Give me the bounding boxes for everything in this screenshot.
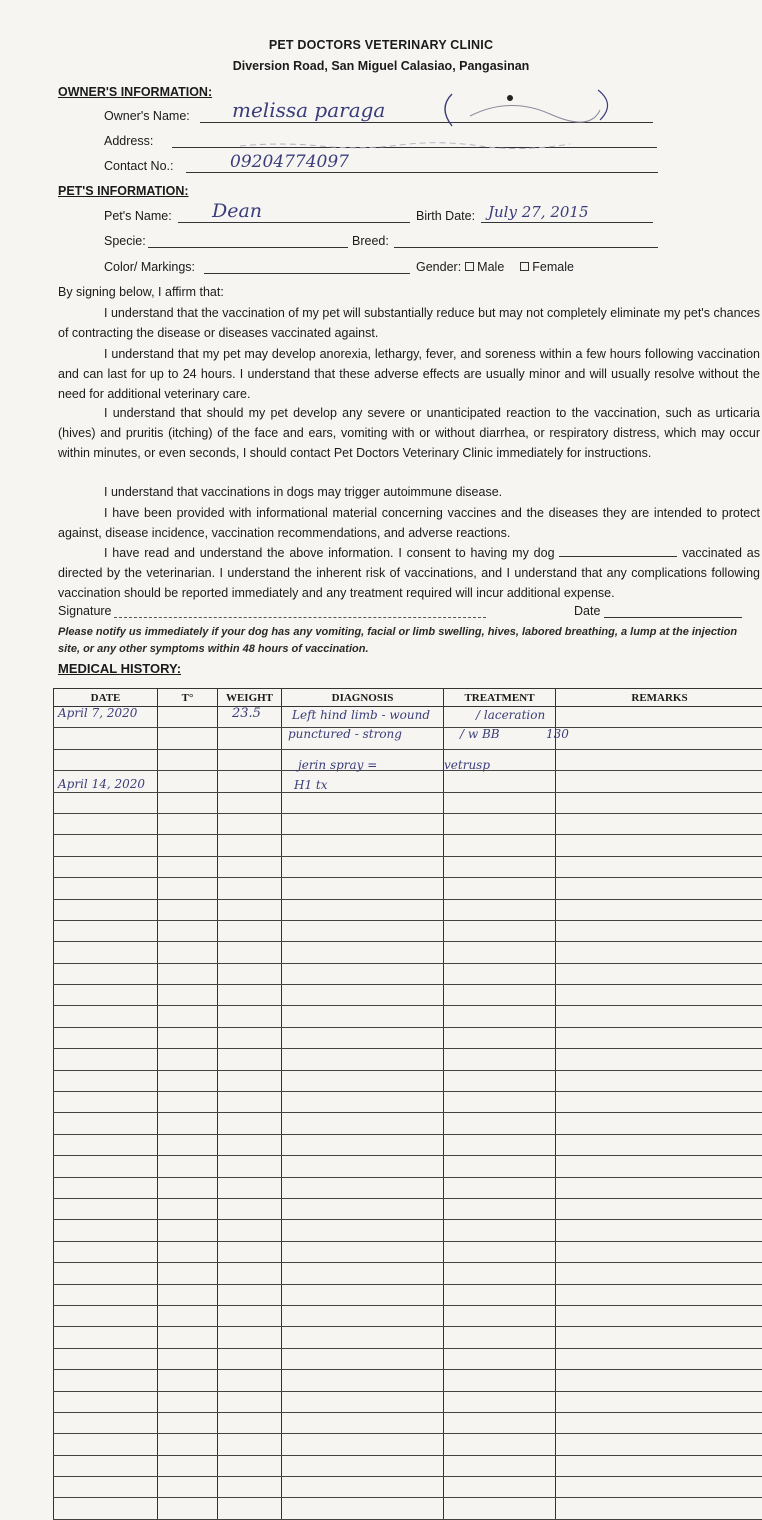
medical-section-title: MEDICAL HISTORY: bbox=[58, 661, 181, 676]
consent-paragraph-2: I understand that my pet may develop anorexia, lethargy, fever, and soreness within a few hours following vaccination and can last for up to 24 hours. I understand that these adverse effects are usually minor and will usually resolve without the need for additional veterinary care. bbox=[58, 344, 760, 404]
consent-intro: By signing below, I affirm that: bbox=[58, 285, 224, 299]
male-checkbox[interactable] bbox=[465, 262, 474, 271]
table-row[interactable] bbox=[54, 728, 762, 749]
male-label: Male bbox=[477, 260, 504, 274]
clinic-name: PET DOCTORS VETERINARY CLINIC bbox=[0, 38, 762, 52]
gender-field bbox=[416, 260, 574, 274]
table-row[interactable] bbox=[54, 878, 762, 899]
table-header-row bbox=[54, 689, 762, 707]
pet-section-title: PET'S INFORMATION: bbox=[58, 184, 189, 198]
table-row[interactable] bbox=[54, 1370, 762, 1391]
owner-name-label: Owner's Name: bbox=[104, 109, 190, 123]
contact-value: 09204774097 bbox=[230, 152, 349, 172]
table-row[interactable] bbox=[54, 920, 762, 941]
pet-name-line[interactable] bbox=[178, 222, 410, 223]
date-line[interactable] bbox=[604, 617, 742, 618]
table-row[interactable] bbox=[54, 1263, 762, 1284]
table-row[interactable] bbox=[54, 1049, 762, 1070]
table-row[interactable] bbox=[54, 1134, 762, 1155]
contact-line[interactable] bbox=[186, 172, 658, 173]
color-markings-line[interactable] bbox=[204, 273, 410, 274]
table-row[interactable] bbox=[54, 1434, 762, 1455]
table-row[interactable] bbox=[54, 835, 762, 856]
female-label: Female bbox=[532, 260, 574, 274]
table-row[interactable] bbox=[54, 1391, 762, 1412]
post-vaccination-notice: Please notify us immediately if your dog has any vomiting, facial or limb swelling, hives, labored breathing, a lump at the injection site, or any other symptoms within 48 hours of vaccination. bbox=[58, 624, 760, 658]
col-temperature: T° bbox=[158, 689, 218, 707]
table-row[interactable] bbox=[54, 1412, 762, 1433]
consent-paragraph-4: I understand that vaccinations in dogs may trigger autoimmune disease. bbox=[58, 482, 760, 502]
address-label: Address: bbox=[104, 134, 153, 148]
entry1-weight: 23.5 bbox=[232, 706, 261, 721]
table-row[interactable] bbox=[54, 1027, 762, 1048]
table-row[interactable] bbox=[54, 1220, 762, 1241]
col-weight: WEIGHT bbox=[218, 689, 282, 707]
clinic-address: Diversion Road, San Miguel Calasiao, Pangasinan bbox=[0, 59, 762, 73]
entry1-diagnosis-line1: Left hind limb - wound bbox=[292, 708, 430, 722]
birth-date-label: Birth Date: bbox=[416, 209, 475, 223]
col-remarks: REMARKS bbox=[556, 689, 762, 707]
consent-paragraph-6-end: vaccinated as directed by the veterinarian. I understand the inherent risk of vaccinations, and I understand that any complications following vaccination should be reported immediately and any treatment required will incur additional expense. bbox=[58, 546, 760, 600]
consent-paragraph-3: I understand that should my pet develop any severe or unanticipated reaction to the vaccination, such as urticaria (hives) and pruritis (itching) of the face and ears, vomiting with or without diarrhea, or respiratory distress, which may occur within minutes, or even seconds, I should contact Pet Doctors Veterinary Clinic immediately for instructions. bbox=[58, 403, 760, 463]
table-row[interactable] bbox=[54, 792, 762, 813]
owner-name-scribble bbox=[430, 86, 620, 130]
table-row[interactable] bbox=[54, 899, 762, 920]
table-row[interactable] bbox=[54, 1198, 762, 1219]
medical-history-table bbox=[53, 688, 762, 1520]
birth-date-value: July 27, 2015 bbox=[488, 203, 589, 221]
table-row[interactable] bbox=[54, 1477, 762, 1498]
table-row[interactable] bbox=[54, 1113, 762, 1134]
table-row[interactable] bbox=[54, 1284, 762, 1305]
table-row[interactable] bbox=[54, 1092, 762, 1113]
specie-label: Specie: bbox=[104, 234, 146, 248]
entry1-remark: 130 bbox=[546, 727, 569, 741]
entry1-treatment-line1: / laceration bbox=[476, 708, 545, 722]
table-row[interactable] bbox=[54, 813, 762, 834]
table-row[interactable] bbox=[54, 942, 762, 963]
col-date: DATE bbox=[54, 689, 158, 707]
entry1-date: April 7, 2020 bbox=[58, 706, 137, 720]
table-row[interactable] bbox=[54, 985, 762, 1006]
table-row[interactable] bbox=[54, 1006, 762, 1027]
gender-label: Gender: bbox=[416, 260, 461, 274]
table-row[interactable] bbox=[54, 771, 762, 792]
owner-name-value: melissa paraga bbox=[232, 98, 385, 122]
color-markings-label: Color/ Markings: bbox=[104, 260, 195, 274]
breed-line[interactable] bbox=[394, 247, 658, 248]
table-row[interactable] bbox=[54, 1498, 762, 1519]
dog-name-blank[interactable] bbox=[559, 545, 677, 557]
pet-name-value: Dean bbox=[212, 200, 262, 222]
table-row[interactable] bbox=[54, 1305, 762, 1326]
table-row[interactable] bbox=[54, 963, 762, 984]
entry1-treatment-line3: vetrusp bbox=[444, 758, 490, 772]
table-row[interactable] bbox=[54, 1455, 762, 1476]
entry2-diagnosis: H1 tx bbox=[294, 778, 328, 792]
breed-label: Breed: bbox=[352, 234, 389, 248]
col-treatment: TREATMENT bbox=[444, 689, 556, 707]
address-faint-writing bbox=[240, 138, 580, 150]
consent-paragraph-6 bbox=[58, 543, 760, 603]
signature-label: Signature bbox=[58, 604, 112, 618]
table-row[interactable] bbox=[54, 1177, 762, 1198]
entry1-treatment-line2: / w BB bbox=[460, 727, 500, 741]
table-row[interactable] bbox=[54, 749, 762, 770]
signature-line[interactable] bbox=[114, 617, 486, 618]
consent-paragraph-1: I understand that the vaccination of my pet will substantially reduce but may not completely eliminate my pet's chances of contracting the disease or diseases vaccinated against. bbox=[58, 303, 760, 343]
table-row[interactable] bbox=[54, 1070, 762, 1091]
table-row[interactable] bbox=[54, 1327, 762, 1348]
consent-paragraph-6-start: I have read and understand the above information. I consent to having my dog bbox=[104, 546, 555, 560]
specie-line[interactable] bbox=[148, 247, 348, 248]
col-diagnosis: DIAGNOSIS bbox=[282, 689, 444, 707]
female-checkbox[interactable] bbox=[520, 262, 529, 271]
birth-date-line[interactable] bbox=[481, 222, 653, 223]
contact-label: Contact No.: bbox=[104, 159, 173, 173]
entry1-diagnosis-line2: punctured - strong bbox=[288, 727, 402, 741]
date-label: Date bbox=[574, 604, 600, 618]
owner-section-title: OWNER'S INFORMATION: bbox=[58, 85, 212, 99]
pet-name-label: Pet's Name: bbox=[104, 209, 172, 223]
table-row[interactable] bbox=[54, 1348, 762, 1369]
consent-paragraph-5: I have been provided with informational material concerning vaccines and the diseases they are intended to protect against, disease incidence, vaccination recommendations, and adverse reactions. bbox=[58, 503, 760, 543]
table-row[interactable] bbox=[54, 1241, 762, 1262]
entry1-diagnosis-line3: jerin spray = bbox=[298, 758, 377, 772]
entry2-date: April 14, 2020 bbox=[58, 777, 145, 791]
table-row[interactable] bbox=[54, 1156, 762, 1177]
table-row[interactable] bbox=[54, 856, 762, 877]
